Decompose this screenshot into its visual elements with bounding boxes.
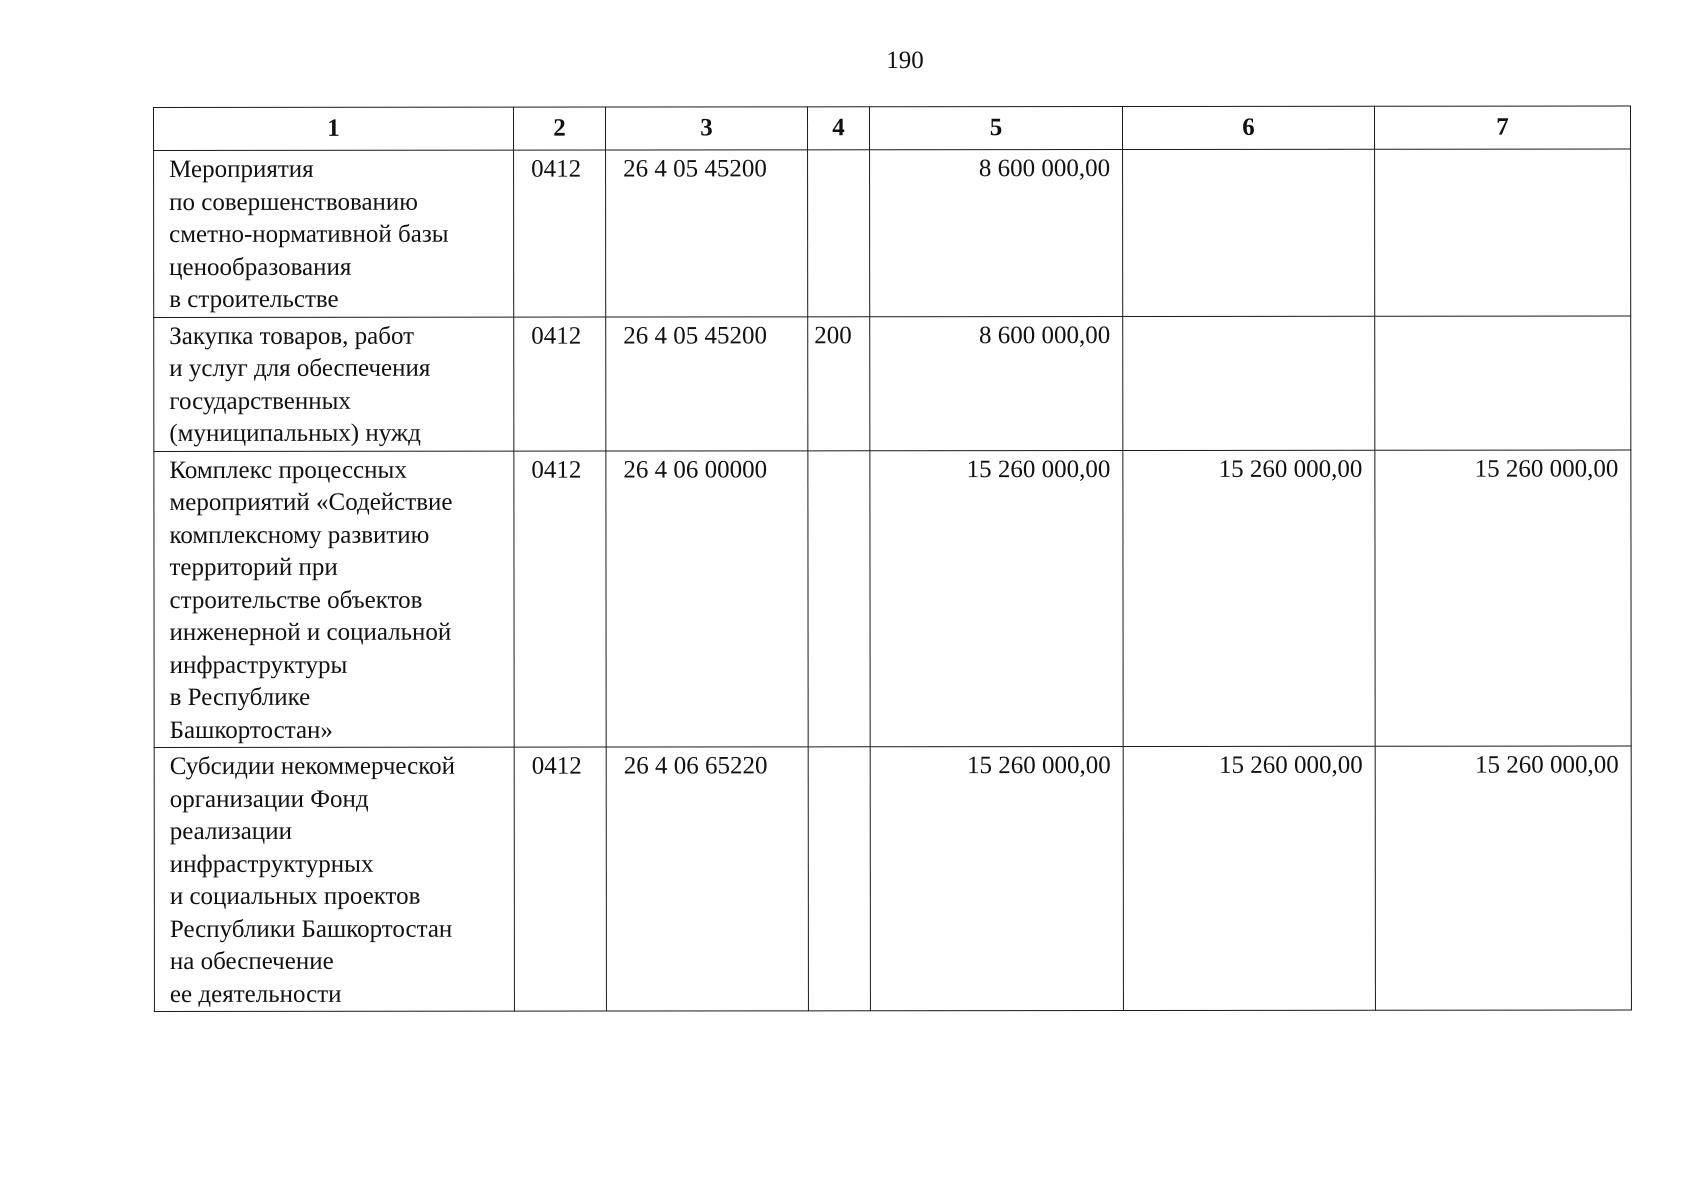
column-header-3: 3 [606,107,808,150]
target-article-cell: 26 4 06 65220 [606,747,808,1011]
amount-col5-cell: 8 600 000,00 [870,316,1123,450]
row-name-line: в строительстве [169,285,339,313]
table-row [154,746,1631,1012]
table-row [154,149,1631,317]
row-name-cell [154,747,514,1011]
target-article-cell: 26 4 06 00000 [606,450,808,747]
row-name-line: ее деятельности [169,980,342,1008]
amount-col5-cell: 15 260 000,00 [870,450,1123,747]
row-name-line: Субсидии некоммерческой [169,752,455,780]
row-name-line: ценообразования [169,253,352,281]
amount-col5-cell: 8 600 000,00 [870,149,1123,316]
table-row [154,315,1631,451]
table-row [154,449,1631,747]
row-name-line: по совершенствованию [169,188,418,216]
page-number: 190 [886,47,924,74]
expense-type-cell [808,747,870,1011]
row-name-line: инфраструктуры [169,651,348,679]
row-name-line: территорий при [169,553,338,581]
row-name-line: Башкортостан» [169,716,333,744]
row-name-line: Республики Башкортостан [169,915,453,943]
section-code-cell: 0412 [514,451,606,748]
amount-col5-cell: 15 260 000,00 [870,746,1123,1010]
section-code-cell: 0412 [514,150,606,317]
row-name-line: сметно-нормативной базы [169,220,449,248]
section-code-cell: 0412 [514,747,606,1011]
row-name-line: Закупка товаров, работ [169,322,415,350]
row-name-line: реализации [169,817,292,845]
expense-type-cell [808,150,870,317]
header-row [154,106,1631,151]
row-name-cell [154,150,514,317]
row-name-line: (муниципальных) нужд [169,419,421,447]
column-header-4: 4 [808,107,870,150]
row-name-line: и услуг для обеспечения [169,354,431,382]
row-name-line: Мероприятия [169,155,314,183]
row-name-line: инфраструктурных [169,850,374,878]
amount-col7-cell [1375,315,1631,449]
target-article-cell: 26 4 05 45200 [606,150,808,317]
amount-col6-cell: 15 260 000,00 [1123,746,1375,1010]
expense-type-cell [808,450,870,747]
column-header-7: 7 [1374,106,1630,149]
column-header-5: 5 [870,106,1123,149]
row-name-line: в Республике [169,683,311,711]
expense-type-cell: 200 [808,316,870,450]
column-header-6: 6 [1123,106,1375,149]
row-name-line: мероприятий «Содействие [169,488,453,516]
row-name-line: организации Фонд [169,785,369,813]
row-name-line: комплексному развитию [169,521,430,549]
amount-col6-cell [1123,149,1375,316]
amount-col7-cell [1375,149,1631,316]
row-name-line: Комплекс процессных [169,456,407,484]
row-name-line: строительстве объектов [169,586,423,614]
row-name-cell [154,451,514,748]
amount-col6-cell [1123,316,1375,450]
row-name-line: государственных [169,387,351,415]
amount-col7-cell: 15 260 000,00 [1375,449,1631,746]
section-code-cell: 0412 [514,317,606,451]
budget-table [153,105,1632,1012]
row-name-line: и социальных проектов [169,882,421,910]
amount-col6-cell: 15 260 000,00 [1123,450,1375,747]
row-name-cell [154,317,514,451]
row-name-line: на обеспечение [169,947,334,975]
column-header-1: 1 [154,107,514,150]
column-header-2: 2 [514,107,606,150]
row-name-line: инженерной и социальной [169,618,452,646]
target-article-cell: 26 4 05 45200 [606,316,808,450]
amount-col7-cell: 15 260 000,00 [1375,746,1631,1010]
